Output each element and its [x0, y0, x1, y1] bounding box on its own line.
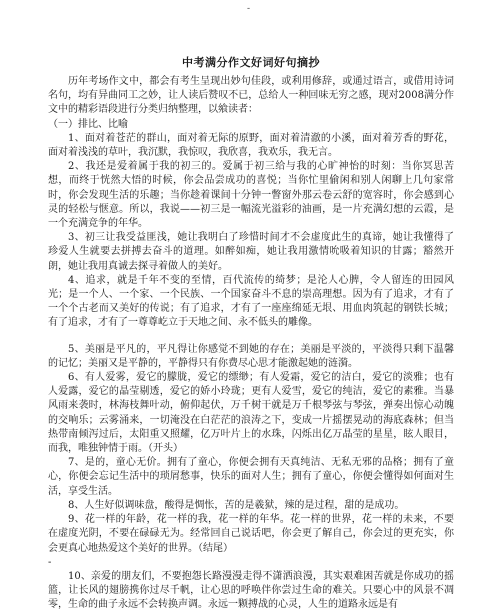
paragraph-9: 9、花一样的年龄，花一样的我，花一样的年华。花一样的世界，花一样的未来，不要在虚度光阴，不要在碌碌无为。经常回自己说话吧，你会更了解自己，你会过的更充实，你会更真心地热爱这个美好的世界。（结尾） — [48, 514, 454, 554]
paragraph-4: 4、追求，就是千年不变的至情，百代流传的绮梦；是沦人心脾，令人留连的田园风光；是一个人、一个家、一个民族、一个国家奋斗不息的崇高理想。因为有了追求，才有了一个个古老而又美好的传说；有了追求，才有了一座座绵延无垠、用血肉筑起的钢铁长城；有了追求，才有了一尊尊屹立于天地之间、永不低头的雕像。 — [48, 274, 454, 329]
section-heading: （一）排比、比喻 — [48, 118, 128, 130]
paragraph-2: 2、我还是爱着属于我的初三的。爱属于初三给与我的心旷神怡的时刻：当你冥思苦想，而终于恍然大悟的时候，你会品尝成功的喜悦；当你忙里偷闲和别人闲聊上几句家常时，你会发现生活的乐趣；当你趁着课间十分钟一瞥窗外那云卷云舒的宽容时，你会感到心灵的轻松与惬意。所以，我说——初三是一幅流光溢彩的油画，是一片充满幻想的云霞，是一个充满竞争的年华。 — [48, 161, 454, 230]
intro-paragraph: 历年考场作文中，都会有考生呈现出妙句佳段，或利用修辞，或通过语言，或借用诗词名句，均有异曲同工之妙，让人读后赞叹不已，总给人一种回味无穷之感，现对2008满分作文中的精彩语段进行分类归纳整理，以飨读者： — [48, 76, 454, 116]
paragraph-10: 10、亲爱的朋友们，不要抱怨长路漫漫走得不潇洒浪漫，其实艰难困苦就是你成功的摇篮，让长风的翅膀携你过尽千帆，让心思的呼唤伴你尝过生命的难关。只要心中的风景不凋零，生命的曲子永远不会转换声调。永远一颗搏战的心灵，人生的道路永远是有 — [48, 570, 454, 611]
paragraph-1: 1、面对着苍茫的群山，面对着无际的原野，面对着清澈的小溪，面对着芳香的野花，面对着浅浅的草叶，我沉默，我惊叹，我欣喜，我欢乐，我无言。 — [48, 132, 454, 159]
paragraph-8: 8、人生好似调味盘，酸得是惆怅，苦的是羲狱，辣的是过程，甜的是成功。 — [68, 499, 405, 511]
paragraph-gap — [48, 331, 454, 343]
paragraph-3: 3、初三让我受益匪浅，她让我明白了珍惜时间才不会虚度此生的真谛，她让我懂得了珍爱人生就要去拼搏去奋斗的道理。如醉如痴，她让我用激情吮吸着知识的甘露；豁然开朗，她让我用真诚去探寻着做人的美好。 — [48, 232, 454, 272]
paragraph-6: 6、有人爱雾，爱它的朦胧，爱它的缥缈；有人爱霜，爱它的洁白，爱它的淡雅；也有人爱露，爱它的晶莹剔透，爱它的娇小玲珑；更有人爱雪，爱它的纯洁，爱它的素雅。当暴风雨来袭时，林海枝舞叶动，俯仰起伏，万千树干就是万千根琴弦与琴弦，弹奏出惊心动魄的交响乐；云雾涌来，一切淹没在白茫茫的浪涛之下，变成一片摇摆晃动的海底森林；但当热带南倾泻过后，太阳重又照耀，亿万叶片上的水珠，闪烁出亿万晶莹的星星，眩人眼目，而我，唯独钟情于雨。（开头） — [48, 372, 454, 455]
paragraph-5: 5、美丽是平凡的，平凡得让你感觉不到她的存在；美丽是平淡的，平淡得只剩下温馨的记忆；美丽又是平静的，平静得只有你费尽心思才能激起她的涟漪。 — [48, 343, 454, 369]
document-title: 中考满分作文好词好句摘抄 — [182, 56, 320, 69]
page-top-mark: - — [247, 4, 251, 14]
document-page — [48, 54, 454, 612]
paragraph-7: 7、是的，童心无价。拥有了童心，你便会拥有天真纯洁、无私无邪的品格；拥有了童心，你便会忘记生活中的琐屑愁事，快乐的面对人生；拥有了童心，你便会懂得如何面对生活，享受生活。 — [48, 457, 454, 497]
separator-mark: - — [48, 556, 52, 568]
